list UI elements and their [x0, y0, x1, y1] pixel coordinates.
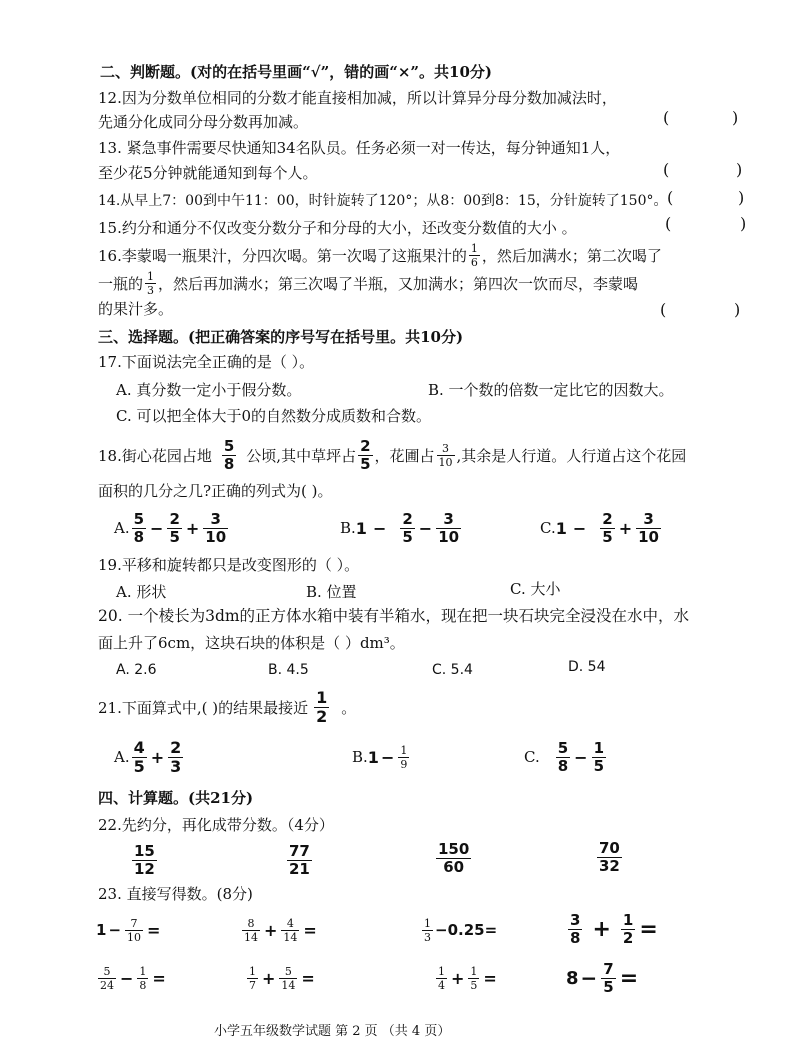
q16-text-d: ，然后再加满水；第三次喝了半瓶，又加满水；第四次一饮而尽，李蒙喝	[158, 274, 639, 293]
frac: $\frac{150}{60}$	[438, 839, 470, 876]
frac: $\frac{3}{8}$	[570, 910, 581, 947]
plus-sign: +	[264, 920, 278, 940]
plus-sign: +	[451, 968, 465, 988]
frac: $\frac{15}{12}$	[134, 841, 155, 878]
frac: $\frac{1}{8}$	[139, 964, 147, 992]
minus-sign: −	[120, 968, 134, 988]
minus-decimal: −0.25=	[435, 921, 498, 939]
q23-item-3	[420, 908, 497, 952]
frac: $\frac{1}{5}$	[593, 738, 604, 775]
q13-paren-close: )	[736, 160, 743, 179]
page-footer: 小学五年级数学试题 第 2 页 （共 4 页）	[214, 1024, 451, 1039]
plus-sign: +	[150, 747, 165, 767]
minus-sign: −	[574, 747, 588, 767]
q15-paren-close: )	[740, 214, 747, 233]
plus-sign: +	[262, 968, 276, 988]
frac: $\frac{5}{8}$	[557, 738, 569, 775]
q16-text-c: 一瓶的	[98, 274, 144, 293]
q21-option-c	[524, 734, 608, 780]
q20-line1: 20. 一个棱长为3dm的正方体水箱中装有半箱水，现在把一块石块完全浸没在水中，水	[98, 607, 690, 625]
frac: $\frac{8}{14}$	[244, 916, 258, 944]
frac: $\frac{2}{5}$	[169, 509, 180, 546]
q22-item-1	[130, 838, 159, 882]
equals-sign: =	[152, 968, 166, 988]
q12-line2: 先通分化成同分母分数再加减。	[98, 113, 309, 131]
q18-text-d: ,其余是人行道。人行道占这个花园	[456, 446, 687, 465]
q22-item-2	[285, 838, 314, 882]
q21-text: 21.下面算式中,( )的结果最接近	[98, 698, 309, 717]
q17-stem: 17.下面说法完全正确的是（ ）。	[98, 353, 315, 371]
q19-stem: 19.平移和旋转都只是改变图形的（ ）。	[98, 556, 360, 574]
q21-option-c-label: C.	[524, 748, 540, 766]
period: 。	[341, 698, 357, 717]
q16-paren-close: )	[734, 300, 741, 319]
frac: $\frac{1}{7}$	[249, 964, 256, 992]
q17-option-c: C. 可以把全体大于0的自然数分成质数和合数。	[116, 407, 432, 425]
q21-option-b	[352, 734, 411, 780]
frac: $\frac{5}{24}$	[100, 964, 114, 992]
frac-two-fifths: $\frac{2}{5}$	[360, 436, 371, 473]
equals-sign: =	[147, 920, 161, 940]
q16-paren-open: (	[660, 300, 667, 319]
q18-option-b-label: B.	[340, 519, 356, 537]
q17-option-b: B. 一个数的倍数一定比它的因数大。	[428, 381, 674, 399]
frac: $\frac{3}{10}$	[205, 509, 227, 546]
q12-line1: 12.因为分数单位相同的分数才能直接相加减，所以计算异分母分数加减法时，	[98, 89, 617, 107]
q12-paren-close: )	[732, 108, 739, 127]
q15-paren-open: (	[665, 214, 672, 233]
q14-paren-open: (	[667, 188, 674, 207]
frac: $\frac{7}{10}$	[127, 916, 142, 944]
equals-sign: =	[619, 965, 639, 991]
q22-item-4	[595, 835, 624, 879]
q23-item-4	[566, 904, 660, 954]
equals-sign: =	[639, 916, 658, 942]
q23-item-7	[434, 956, 499, 1000]
number-one: 1	[96, 921, 107, 939]
q19-option-c: C. 大小	[510, 580, 561, 598]
minus-sign: −	[418, 518, 433, 538]
frac: $\frac{70}{32}$	[599, 838, 620, 875]
q18-text-b: 公顷,其中草坪占	[246, 446, 357, 465]
q21-option-a	[114, 734, 185, 780]
q23-stem: 23. 直接写得数。(8分)	[98, 885, 253, 903]
frac: $\frac{5}{14}$	[281, 964, 296, 992]
q23-item-8	[566, 954, 640, 1002]
q18-line2: 面积的几分之几?正确的列式为( )。	[98, 482, 333, 500]
section-2-title: 二、判断题。(对的在括号里画“√”，错的画“×”。共10分)	[100, 63, 493, 81]
q20-line2: 面上升了6cm，这块石块的体积是（ ）dm³。	[98, 634, 405, 652]
q18-option-a	[114, 508, 230, 548]
equals-sign: =	[301, 968, 315, 988]
q23-item-1	[96, 908, 162, 952]
frac: $\frac{2}{3}$	[170, 737, 182, 776]
plus-sign: +	[592, 916, 611, 942]
frac: $\frac{2}{5}$	[602, 509, 613, 546]
frac-three-tenths: $\frac{3}{10}$	[438, 441, 453, 469]
q13-line2: 至少花5分钟就能通知到每个人。	[98, 164, 318, 182]
frac: $\frac{1}{3}$	[424, 916, 431, 944]
q16-line2	[98, 266, 638, 300]
minus-sign: −	[150, 518, 164, 538]
q19-option-b: B. 位置	[306, 583, 357, 601]
q13-paren-open: (	[663, 160, 670, 179]
q20-option-c: C. 5.4	[432, 662, 473, 678]
q16-line3: 的果汁多。	[98, 300, 174, 318]
q17-option-a: A. 真分数一定小于假分数。	[116, 381, 302, 399]
q23-item-2	[240, 908, 319, 952]
q18-text-c: ，花圃占	[374, 446, 435, 465]
q18-option-c-label: C.	[540, 519, 556, 537]
frac-five-eighths: $\frac{5}{8}$	[223, 436, 235, 473]
q22-item-3	[434, 836, 473, 880]
q20-option-b: B. 4.5	[268, 662, 309, 678]
q14-paren-close: )	[738, 188, 745, 207]
q20-option-a: A. 2.6	[116, 662, 157, 678]
frac: $\frac{1}{9}$	[400, 743, 408, 771]
q14-line: 14.从早上7：00到中午11：00，时针旋转了120°；从8：00到8：15，分针旋转了150°。	[98, 193, 668, 209]
plus-sign: +	[618, 518, 633, 538]
q18-option-b	[340, 508, 463, 548]
minus-sign: −	[572, 518, 587, 538]
q19-option-a: A. 形状	[116, 583, 167, 601]
q18-text-a: 18.街心花园占地	[98, 446, 212, 465]
frac: $\frac{3}{10}$	[438, 509, 460, 546]
equals-sign: =	[483, 968, 497, 988]
section-4-title: 四、计算题。(共21分)	[98, 789, 254, 807]
q23-item-6	[245, 956, 317, 1000]
q16-text-b: ，然后加满水；第二次喝了	[481, 246, 662, 265]
minus-sign: −	[108, 921, 122, 939]
frac-one-sixth: $\frac{1}{6}$	[470, 241, 478, 269]
frac: $\frac{1}{2}$	[622, 910, 634, 947]
frac: $\frac{3}{10}$	[638, 509, 659, 546]
q18-option-c	[540, 508, 663, 548]
q21-stem	[98, 684, 356, 730]
frac-one-third: $\frac{1}{3}$	[147, 269, 155, 297]
q12-paren-open: (	[663, 108, 670, 127]
q18-option-a-label: A.	[114, 519, 130, 537]
frac: $\frac{5}{8}$	[133, 509, 145, 546]
section-3-title: 三、选择题。(把正确答案的序号写在括号里。共10分)	[98, 328, 464, 346]
q21-option-b-label: B.	[352, 748, 368, 766]
frac: $\frac{4}{14}$	[283, 916, 298, 944]
frac: $\frac{2}{5}$	[402, 509, 413, 546]
minus-sign: −	[380, 747, 395, 767]
frac: $\frac{7}{5}$	[603, 959, 614, 996]
q13-line1: 13. 紧急事件需要尽快通知34名队员。任务必须一对一传达，每分钟通知1人，	[98, 139, 621, 157]
frac: $\frac{1}{4}$	[438, 964, 445, 992]
plus-sign: +	[185, 518, 200, 538]
q21-option-a-label: A.	[114, 748, 130, 766]
frac-one-half: $\frac{1}{2}$	[316, 687, 328, 726]
q16-text-a: 16.李蒙喝一瓶果汁，分四次喝。第一次喝了这瓶果汁的	[98, 246, 467, 265]
equals-sign: =	[303, 920, 317, 940]
number-eight: 8	[566, 967, 579, 989]
q15-line: 15.约分和通分不仅改变分数分子和分母的大小，还改变分数值的大小 。	[98, 219, 577, 237]
minus-sign: −	[580, 966, 598, 990]
q22-stem: 22.先约分，再化成带分数。（4分）	[98, 816, 334, 834]
q23-item-5	[96, 956, 168, 1000]
frac: $\frac{77}{21}$	[289, 841, 310, 878]
number-one: 1	[355, 518, 367, 538]
frac: $\frac{1}{5}$	[470, 964, 478, 992]
minus-sign: −	[372, 518, 387, 538]
number-one: 1	[367, 747, 379, 767]
q20-option-d: D. 54	[568, 659, 606, 675]
q18-line1	[98, 432, 686, 478]
frac: $\frac{4}{5}$	[133, 737, 145, 776]
number-one: 1	[555, 518, 567, 538]
